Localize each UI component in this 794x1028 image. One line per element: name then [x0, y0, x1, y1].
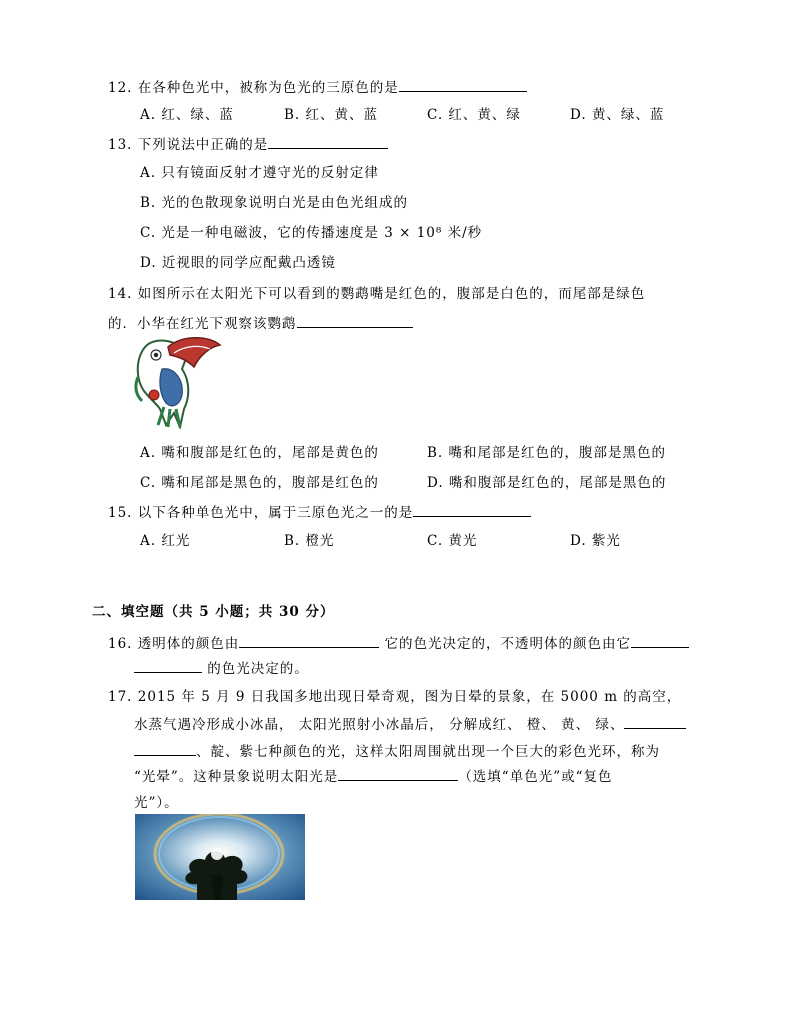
q12-option-d[interactable]: D. 黄、绿、蓝: [570, 107, 665, 123]
q16-line2: 的色光决定的。: [134, 657, 309, 677]
sun-halo-photo: [135, 814, 305, 900]
q13-answer-blank[interactable]: [268, 133, 388, 149]
q13-option-c[interactable]: C. 光是一种电磁波，它的传播速度是 3 × 10⁸ 米/秒: [140, 225, 483, 241]
q12-answer-blank[interactable]: [399, 76, 527, 92]
q13-stem: 13. 下列说法中正确的是: [108, 133, 388, 153]
section-title: 二、填空题（共 5 小题；共 30 分）: [92, 604, 335, 620]
q13-option-a[interactable]: A. 只有镜面反射才遵守光的反射定律: [140, 165, 379, 181]
q12-option-c[interactable]: C. 红、黄、绿: [427, 107, 521, 123]
q17-line5: 光”）。: [134, 795, 179, 811]
q12-stem: 12. 在各种色光中，被称为色光的三原色的是: [108, 76, 527, 96]
q17-line4: “光晕”。这种景象说明太阳光是 （选填“单色光”或“复色: [134, 765, 613, 785]
q15-option-c[interactable]: C. 黄光: [427, 533, 478, 549]
q15-option-d[interactable]: D. 紫光: [570, 533, 621, 549]
q14-option-b[interactable]: B. 嘴和尾部是红色的，腹部是黑色的: [427, 445, 667, 461]
q17-blank-2[interactable]: [338, 765, 458, 781]
q14-stem-line1: 14. 如图所示在太阳光下可以看到的鹦鹉嘴是红色的，腹部是白色的，而尾部是绿色: [108, 286, 646, 302]
q15-answer-blank[interactable]: [413, 501, 531, 517]
q14-option-a[interactable]: A. 嘴和腹部是红色的，尾部是黄色的: [140, 445, 379, 461]
q15-option-a[interactable]: A. 红光: [140, 533, 191, 549]
q13-option-d[interactable]: D. 近视眼的同学应配戴凸透镜: [140, 255, 336, 271]
q13-option-b[interactable]: B. 光的色散现象说明白光是由色光组成的: [140, 195, 409, 211]
q17-line2: 水蒸气遇冷形成小冰晶， 太阳光照射小冰晶后， 分解成红、 橙、 黄、 绿、: [134, 713, 686, 733]
q14-stem-line2: 的．小华在红光下观察该鹦鹉: [108, 312, 413, 332]
q16-line1: 16. 透明体的颜色由 它的色光决定的，不透明体的颜色由它: [108, 632, 689, 652]
q14-answer-blank[interactable]: [297, 312, 413, 328]
q12-option-a[interactable]: A. 红、绿、蓝: [140, 107, 234, 123]
q17-line1: 17. 2015 年 5 月 9 日我国多地出现日晕奇观，图为日晕的景象，在 5000 m 的高空，: [108, 689, 682, 705]
q16-blank-1[interactable]: [239, 632, 379, 648]
q14-option-d[interactable]: D. 嘴和腹部是红色的，尾部是黑色的: [427, 475, 667, 491]
q15-option-b[interactable]: B. 橙光: [284, 533, 335, 549]
q14-option-c[interactable]: C. 嘴和尾部是黑色的，腹部是红色的: [140, 475, 379, 491]
q17-blank-1b[interactable]: [134, 740, 196, 756]
parrot-illustration: [130, 333, 222, 429]
q15-stem: 15. 以下各种单色光中，属于三原色光之一的是: [108, 501, 531, 521]
q12-option-b[interactable]: B. 红、黄、蓝: [284, 107, 379, 123]
q16-blank-2a[interactable]: [631, 632, 689, 648]
q17-line3: 、靛、紫七种颜色的光，这样太阳周围就出现一个巨大的彩色光环，称为: [134, 740, 660, 760]
q17-blank-1a[interactable]: [624, 713, 686, 729]
q16-blank-2b[interactable]: [134, 657, 202, 673]
